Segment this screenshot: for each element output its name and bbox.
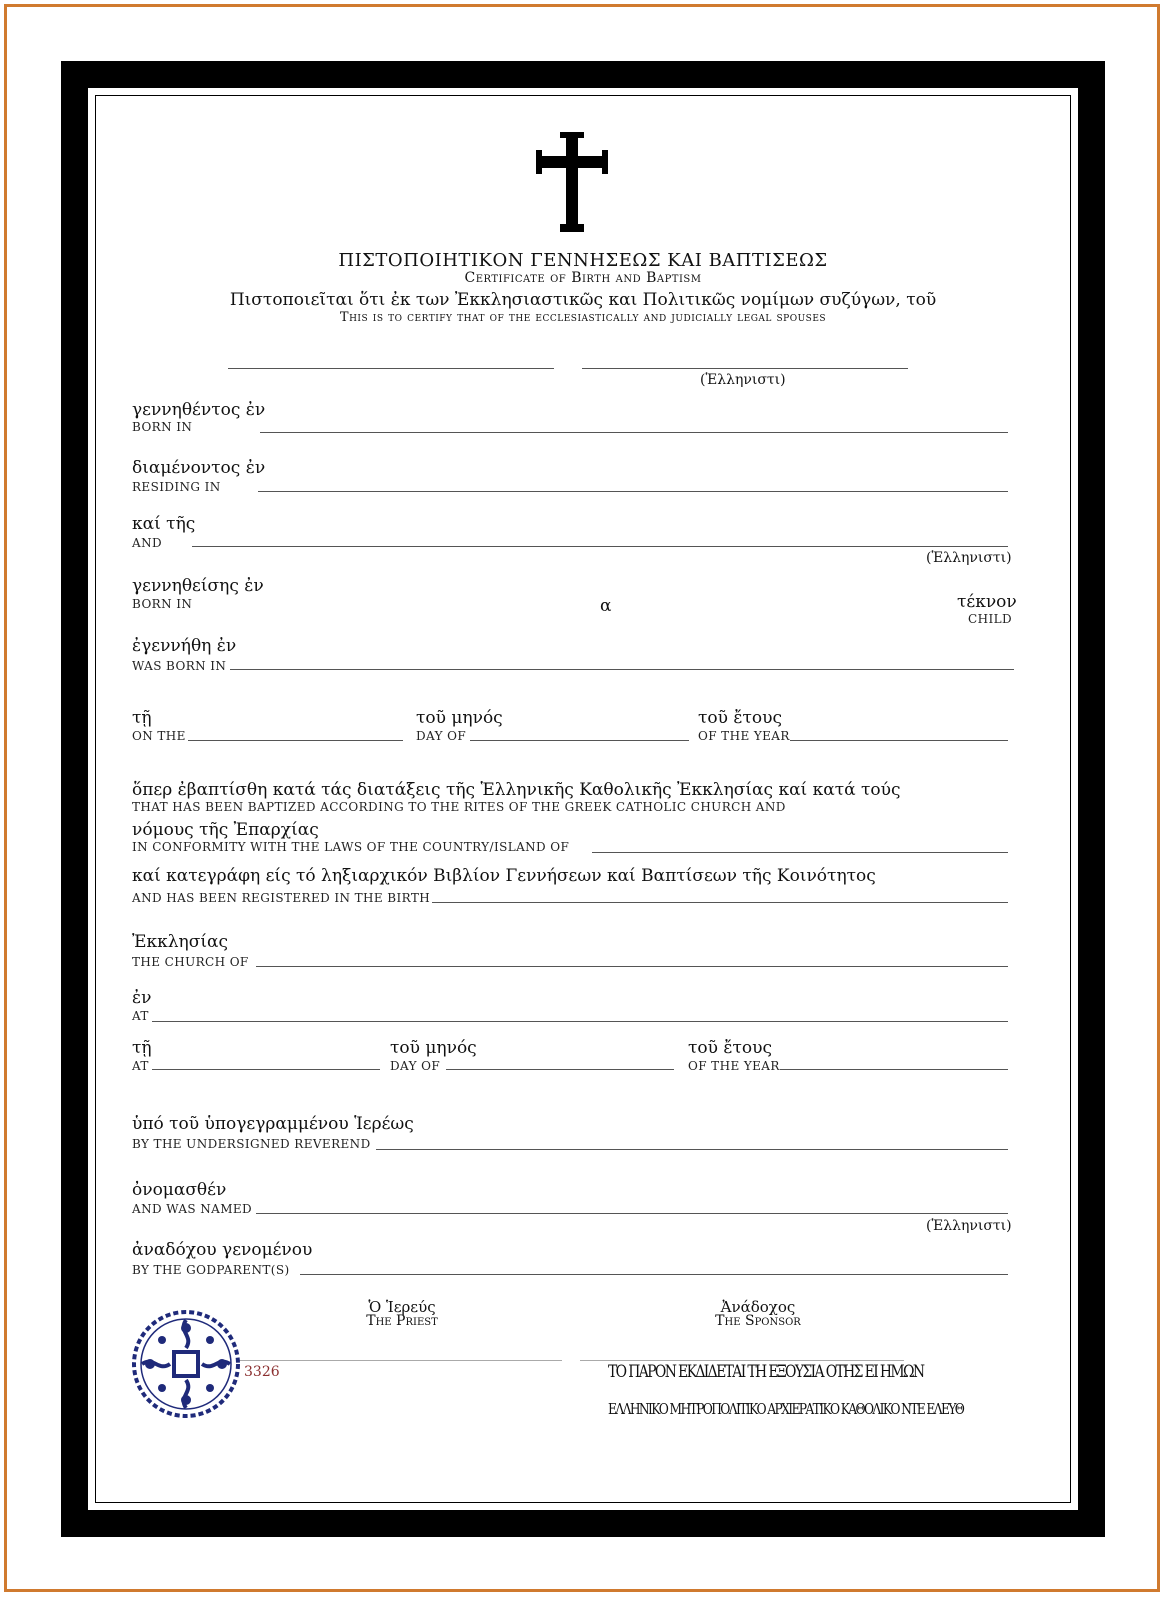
seal-icon [130, 1308, 242, 1420]
at2-greek: τῇ [132, 1038, 152, 1058]
born-in-1-greek: γεννηθέντος ἐν [132, 400, 266, 420]
church-label: THE CHURCH OF [132, 955, 249, 969]
birth-month-line[interactable] [470, 740, 689, 741]
title-greek: ΠΙΣΤΟΠΟΙΗΤΙΚΟΝ ΓΕΝΝΗΣΕΩΣ ΚΑΙ ΒΑΠΤΙΣΕΩΣ [338, 250, 828, 271]
reverend-line[interactable] [376, 1149, 1008, 1150]
footer-line-2: ΕΛΛΗΝΙΚΟ ΜΗΤΡΟΠΟΛΙΤΙΚΟ ΑΡΧΙΕΡΑΤΙΚΟ ΚΑΘΟΛΙΚΟ ΝΤΕ ΕΛΕΥΘ [608, 1400, 964, 1418]
was-born-line[interactable] [230, 669, 1014, 670]
at-line[interactable] [152, 1021, 1008, 1022]
year2-greek: τοῦ ἔτους [688, 1038, 772, 1058]
priest-signature-line[interactable] [238, 1360, 562, 1361]
registry-line[interactable] [432, 902, 1008, 903]
at-greek: ἐν [132, 988, 152, 1008]
birth-year-line[interactable] [790, 740, 1008, 741]
alpha-letter: α [600, 596, 612, 616]
title-english: Certificate of Birth and Baptism [464, 270, 702, 286]
child-greek: τέκνον [957, 592, 1017, 612]
and-label: AND [132, 536, 162, 550]
baptized-greek: ὅπερ ἐβαπτίσθη κατά τάς διατάξεις τῆς Ἑλληνικῆς Καθολικῆς Ἐκκλησίας καί κατά τούς [132, 780, 901, 800]
priest-label: The Priest [366, 1313, 438, 1329]
reverend-greek: ὑπό τοῦ ὑπογεγραμμένου Ἱερέως [132, 1114, 414, 1134]
on-the-label: ON THE [132, 729, 186, 743]
certificate-number: 3326 [244, 1364, 280, 1380]
residing-label: RESIDING IN [132, 480, 221, 494]
church-line[interactable] [256, 966, 1008, 967]
baptism-day-line[interactable] [152, 1069, 380, 1070]
named-greek: ὀνομασθέν [132, 1180, 227, 1200]
reverend-label: BY THE UNDERSIGNED REVEREND [132, 1137, 371, 1151]
day-of-label: DAY OF [416, 729, 467, 743]
footer-line-1: ΤΟ ΠΑΡΟΝ ΕΚΔΙΔΕΤΑΙ ΤΗ ΕΞΟΥΣΙΑ ΟΤΗΣ ΕΙ ΗΜΩΝ [608, 1362, 924, 1382]
sponsor-signature-line[interactable] [580, 1360, 904, 1361]
year-greek: τοῦ ἔτους [698, 708, 782, 728]
country-line[interactable] [592, 852, 1008, 853]
year-label: OF THE YEAR [698, 729, 790, 743]
and-greek: καί τῆς [132, 514, 196, 534]
child-label: CHILD [968, 612, 1012, 626]
born-in-2-greek: γεννηθείσης ἐν [132, 576, 264, 596]
was-born-greek: ἐγεννήθη ἐν [132, 636, 237, 656]
born-in-1-label: BORN IN [132, 420, 193, 434]
baptism-month-line[interactable] [446, 1069, 674, 1070]
laws-label: IN CONFORMITY WITH THE LAWS OF THE COUNTRY/ISLAND OF [132, 840, 570, 854]
day-of-greek: τοῦ μηνός [416, 708, 503, 728]
registered-label: AND HAS BEEN REGISTERED IN THE BIRTH [132, 891, 431, 905]
sponsor-greek: Ἀνάδοχος [720, 1298, 796, 1316]
mother-name-line[interactable] [582, 368, 908, 369]
named-label: AND WAS NAMED [132, 1202, 253, 1216]
godparent-line[interactable] [300, 1274, 1008, 1275]
residing-greek: διαμένοντος ἐν [132, 458, 266, 478]
and-line[interactable] [192, 546, 1008, 547]
day-of2-greek: τοῦ μηνός [390, 1038, 477, 1058]
intro-greek: Πιστοποιεῖται ὅτι ἐκ των Ἐκκλησιαστικῶς και Πολιτικῶς νομίμων συζύγων, τοῦ [229, 290, 937, 310]
residing-line[interactable] [258, 491, 1008, 492]
ellinisti-note-2: (Ἑλληνιστι) [926, 550, 1012, 566]
priest-greek: Ὁ Ἱερεύς [368, 1298, 436, 1316]
on-the-greek: τῇ [132, 708, 152, 728]
intro-english: This is to certify that of the ecclesiastically and judicially legal spouses [339, 310, 827, 325]
godparent-label: BY THE GODPARENT(S) [132, 1263, 290, 1277]
year2-label: OF THE YEAR [688, 1059, 780, 1073]
born-in-2-label: BORN IN [132, 597, 193, 611]
father-name-line[interactable] [228, 368, 554, 369]
laws-greek: νόμους τῆς Ἐπαρχίας [132, 820, 319, 840]
named-line[interactable] [256, 1213, 1008, 1214]
at-label: AT [132, 1009, 149, 1023]
birth-day-line[interactable] [188, 740, 403, 741]
ellinisti-note-3: (Ἑλληνιστι) [926, 1218, 1012, 1234]
was-born-label: WAS BORN IN [132, 659, 227, 673]
ellinisti-note-1: (Ἑλληνιστι) [700, 372, 786, 388]
godparent-greek: ἀναδόχου γενομένου [132, 1240, 313, 1260]
registered-greek: καί κατεγράφη είς τό ληξιαρχικόν Βιβλίον Γεννήσεων καί Βαπτίσεων τῆς Κοινότητος [132, 866, 876, 886]
at2-label: AT [132, 1059, 149, 1073]
baptism-year-line[interactable] [780, 1069, 1008, 1070]
baptized-label: THAT HAS BEEN BAPTIZED ACCORDING TO THE RITES OF THE GREEK CATHOLIC CHURCH AND [132, 800, 786, 814]
church-greek: Ἐκκλησίας [132, 932, 228, 952]
sponsor-label: The Sponsor [715, 1313, 801, 1329]
born-in-1-line[interactable] [260, 432, 1008, 433]
day-of2-label: DAY OF [390, 1059, 441, 1073]
